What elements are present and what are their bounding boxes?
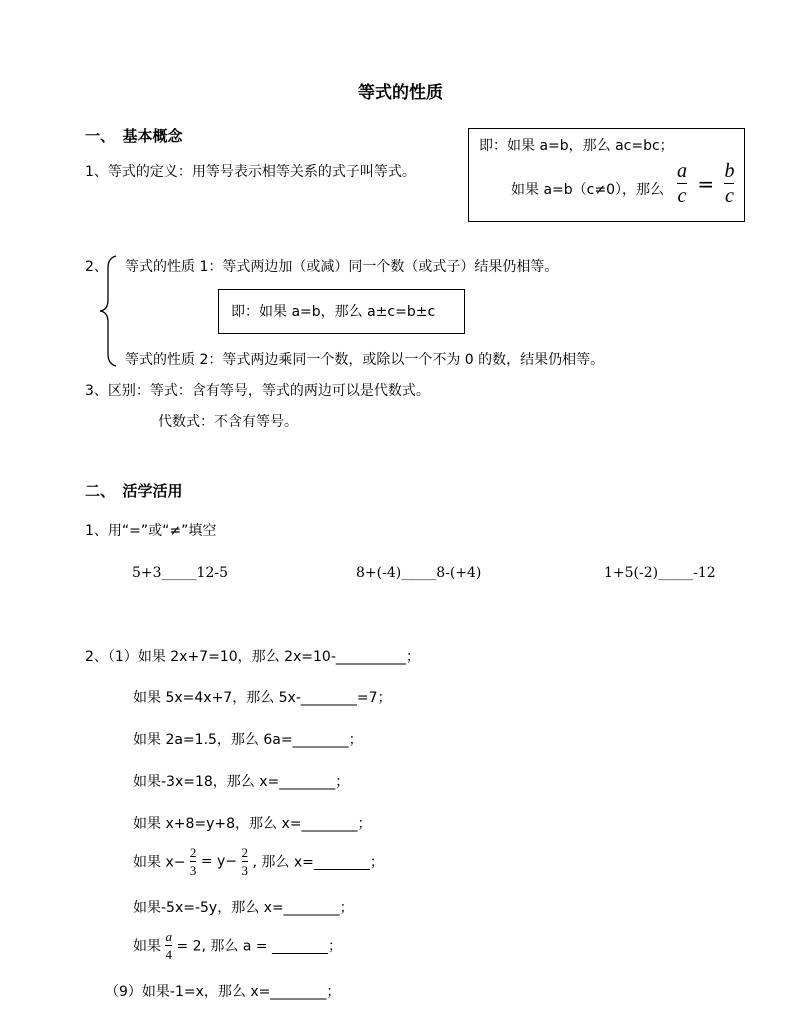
box1-line2: 如果 a=b（c≠0），那么 — [511, 182, 664, 198]
box2-text: 即：如果 a=b，那么 a±c=b±c — [231, 304, 436, 320]
difference-line-1: 3、区别：等式：含有等号，等式的两边可以是代数式。 — [85, 383, 430, 399]
fraction-denominator: c — [725, 185, 734, 207]
q1-item-2: 8+(-4)_____8-(+4) — [356, 565, 482, 581]
property-box-add — [218, 289, 465, 334]
q2-line-8 — [133, 930, 342, 961]
fraction-denominator: 3 — [189, 863, 197, 878]
fraction-numerator: 2 — [241, 845, 249, 860]
section-heading-practice: 二、 活学活用 — [85, 482, 183, 500]
page-title: 等式的性质 — [358, 83, 443, 103]
property-index: 2、 — [85, 259, 108, 275]
fraction-b-over-c — [724, 161, 734, 206]
fraction-numerator: a — [165, 929, 172, 944]
q2-line-6-mid: = y− — [200, 853, 238, 870]
fraction-a-over-4 — [165, 930, 172, 961]
q2-line-8-prefix: 如果 — [133, 938, 161, 955]
q2-line-2: 如果 5x=4x+7，那么 5x-________=7； — [133, 690, 392, 706]
q2-line-6-suffix: , 那么 x=________； — [252, 854, 384, 871]
q2-line-1: 2、（1）如果 2x+7=10，那么 2x=10-__________； — [85, 649, 420, 665]
fraction-numerator: a — [677, 160, 687, 182]
equals-sign: = — [697, 171, 715, 196]
q2-line-9: （9）如果-1=x，那么 x=________； — [105, 984, 341, 1000]
fraction-a-over-c-equals-b-over-c — [677, 161, 734, 206]
q2-line-6 — [133, 846, 384, 877]
fraction-denominator: 3 — [241, 863, 249, 878]
fraction-two-thirds — [190, 846, 197, 877]
question-1-prompt: 1、用“=”或“≠”填空 — [85, 523, 217, 539]
fraction-denominator: 4 — [165, 947, 172, 962]
definition-text: 1、等式的定义：用等号表示相等关系的式子叫等式。 — [85, 164, 416, 180]
property-box-multiply — [468, 128, 745, 222]
fraction-numerator: 2 — [189, 845, 197, 860]
q2-line-6-prefix: 如果 x− — [133, 854, 186, 871]
q2-line-3: 如果 2a=1.5，那么 6a=________； — [133, 732, 363, 748]
fraction-denominator: c — [677, 185, 687, 207]
fraction-a-over-c — [677, 161, 687, 206]
property-1-text: 等式的性质 1：等式两边加（或减）同一个数（或式子）结果仍相等。 — [125, 259, 559, 275]
fraction-numerator: b — [724, 160, 735, 182]
q2-line-7: 如果-5x=-5y，那么 x=________； — [133, 900, 354, 916]
q2-line-5: 如果 x+8=y+8，那么 x=________； — [133, 816, 372, 832]
difference-line-2: 代数式：不含有等号。 — [158, 414, 298, 430]
q1-item-1: 5+3_____12-5 — [132, 565, 228, 581]
q2-line-8-suffix: = 2, 那么 a = ________； — [176, 938, 343, 955]
left-brace-icon — [98, 252, 120, 370]
q1-item-3: 1+5(-2)_____-12 — [604, 565, 716, 581]
fraction-two-thirds — [242, 846, 249, 877]
section-heading-basic-concepts: 一、 基本概念 — [85, 127, 183, 145]
property-2-text: 等式的性质 2：等式两边乘同一个数，或除以一个不为 0 的数，结果仍相等。 — [125, 352, 605, 368]
box1-line1: 即：如果 a=b，那么 ac=bc； — [479, 138, 674, 154]
q2-line-4: 如果-3x=18，那么 x=________； — [133, 774, 350, 790]
